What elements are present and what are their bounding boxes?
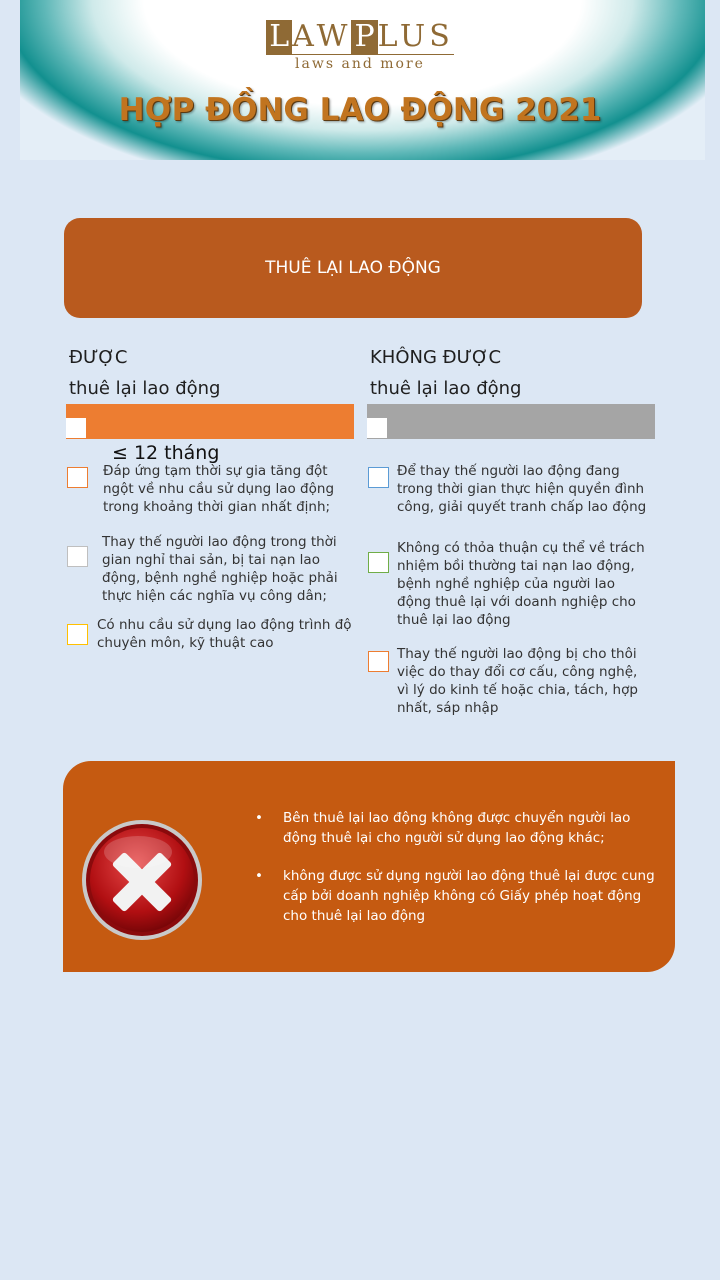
not-allowed-item-3-checkbox [368,651,389,672]
topic-banner [64,218,642,318]
not-allowed-item-2: Không có thỏa thuận cụ thể về trách nhiệm bồi thường tai nạn lao động, bệnh nghề nghiệp của người lao động thuê lại với doanh nghiệp cho thuê lại lao động [397,540,645,628]
page-title: HỢP ĐỒNG LAO ĐỘNG 2021 [118,92,602,128]
not-allowed-item-2-checkbox [368,552,389,573]
allowed-item-1: Đáp ứng tạm thời sự gia tăng đột ngột về nhu cầu sử dụng lao động trong khoảng thời gian nhất định; [103,463,335,515]
prohibition-item-1 [255,808,655,848]
logo-wordmark [266,20,454,55]
logo-letter-box: P [351,20,377,54]
lawplus-logo [0,20,720,72]
allowed-item-3-checkbox [67,624,88,645]
allowed-heading: ĐƯỢC [69,347,128,368]
bullet-dot: • [255,810,263,826]
not-allowed-item-1: Để thay thế người lao động đang trong thời gian thực hiện quyền đình công, giải quyết tranh chấp lao động [397,463,647,515]
prohibitions-list [255,808,655,944]
logo-letter-box: L [266,20,292,54]
allowed-item-1-checkbox [67,467,88,488]
allowed-item-2-checkbox [67,546,88,567]
not-allowed-subheading: thuê lại lao động [370,378,522,399]
not-allowed-bar-marker [367,418,387,438]
logo-letters: AW [292,19,352,54]
prohibition-text-1: Bên thuê lại lao động không được chuyển người lao động thuê lại cho người sử dụng lao động khác; [283,810,631,846]
prohibition-item-2 [255,866,655,926]
prohibition-text-2: không được sử dụng người lao động thuê lại được cung cấp bởi doanh nghiệp không có Giấy phép hoạt động cho thuê lại lao động [283,868,655,924]
topic-label: THUÊ LẠI LAO ĐỘNG [265,258,441,278]
not-allowed-item-3: Thay thế người lao động bị cho thôi việc do thay đổi cơ cấu, công nghệ, vì lý do kinh tế hoặc chia, tách, hợp nhất, sáp nhập [397,646,638,716]
not-allowed-bar [367,404,655,439]
logo-tagline: laws and more [295,56,425,72]
allowed-subheading: thuê lại lao động [69,378,221,399]
allowed-bar-marker [66,418,86,438]
not-allowed-heading: KHÔNG ĐƯỢC [370,347,502,368]
red-x-icon [80,818,204,942]
allowed-item-2: Thay thế người lao động trong thời gian nghỉ thai sản, bị tai nạn lao động, bệnh nghề nghiệp hoặc phải thực hiện các nghĩa vụ công dân; [102,534,338,604]
allowed-bar [66,404,354,439]
bullet-dot: • [255,868,263,884]
logo-letters: LUS [377,19,454,54]
duration-limit: ≤ 12 tháng [112,442,220,464]
allowed-item-3: Có nhu cầu sử dụng lao động trình độ chuyên môn, kỹ thuật cao [97,617,352,651]
not-allowed-item-1-checkbox [368,467,389,488]
